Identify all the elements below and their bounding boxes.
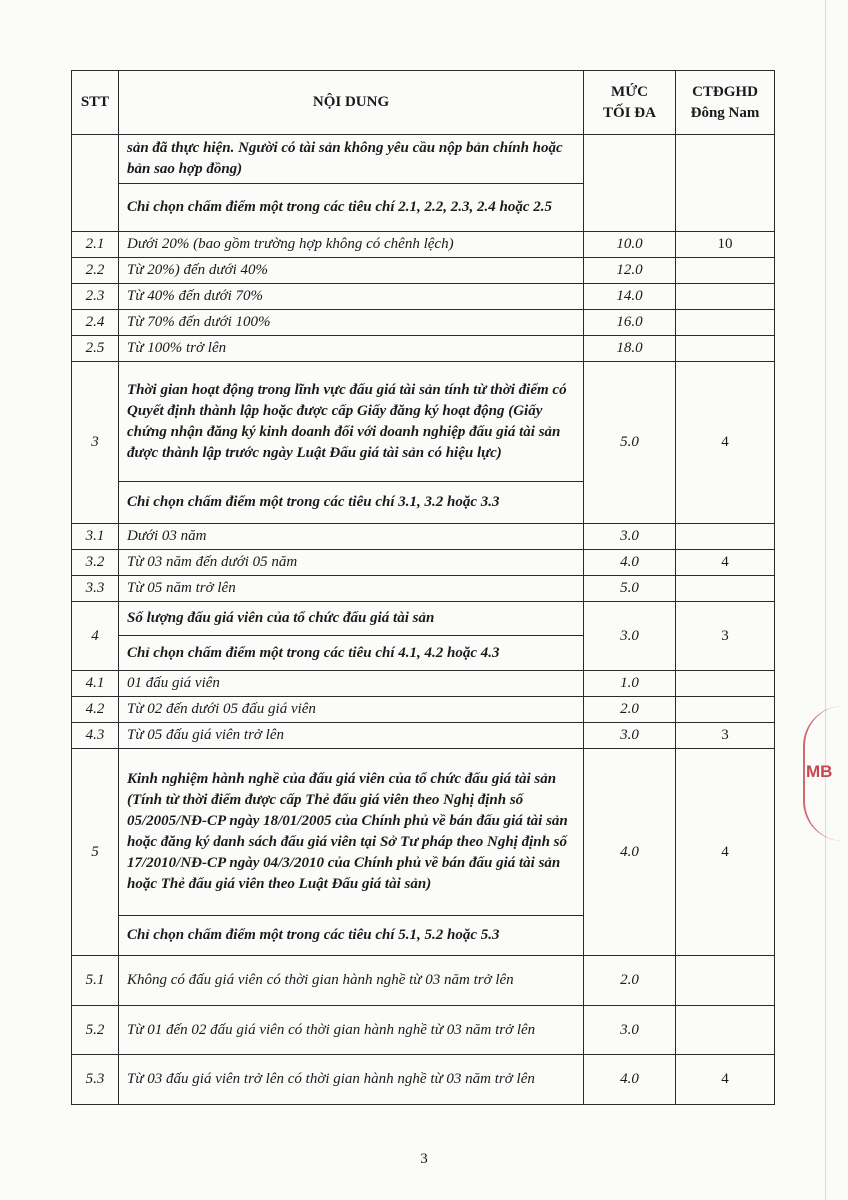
- max-cell: 5.0: [584, 362, 676, 524]
- stt-cell: 2.2: [72, 258, 119, 284]
- table-row: [72, 336, 775, 362]
- ct-cell: 3: [676, 602, 775, 671]
- stt-cell: 4.2: [72, 697, 119, 723]
- max-cell: 3.0: [584, 602, 676, 671]
- stt-cell: 2.1: [72, 232, 119, 258]
- ct-cell: 4: [676, 550, 775, 576]
- stt-cell: 5: [72, 749, 119, 956]
- content-cell: Kinh nghiệm hành nghề của đấu giá viên của tổ chức đấu giá tài sản (Tính từ thời điểm được cấp Thẻ đấu giá viên theo Nghị định số 05/2005/NĐ-CP ngày 18/01/2005 của Chính phủ về bán đấu giá tài sản hoặc đăng ký danh sách đấu giá viên tại Sở Tư pháp theo Nghị định số 17/2010/NĐ-CP ngày 04/3/2010 của Chính phủ về bán đấu giá tài sản hoặc Thẻ đấu giá viên theo Luật Đấu giá tài sản): [119, 749, 584, 916]
- table-row: [72, 258, 775, 284]
- max-cell: 12.0: [584, 258, 676, 284]
- stt-cell: 4.1: [72, 671, 119, 697]
- table-row: [72, 749, 775, 916]
- content-cell: Từ 05 đấu giá viên trở lên: [119, 723, 584, 749]
- content-note-cell: Chỉ chọn chấm điểm một trong các tiêu chí 5.1, 5.2 hoặc 5.3: [119, 916, 584, 956]
- ct-cell: [676, 310, 775, 336]
- max-cell: 4.0: [584, 749, 676, 956]
- ct-cell: [676, 524, 775, 550]
- ct-cell: 4: [676, 749, 775, 956]
- header-ct-line2: Đông Nam: [690, 104, 760, 121]
- ct-cell: [676, 135, 775, 232]
- table-row: [72, 135, 775, 184]
- content-cell: Từ 20%) đến dưới 40%: [119, 258, 584, 284]
- content-note-cell: Chỉ chọn chấm điểm một trong các tiêu chí 3.1, 3.2 hoặc 3.3: [119, 482, 584, 524]
- table-row: [72, 671, 775, 697]
- page-edge-line: [825, 0, 826, 1200]
- table-row: [72, 697, 775, 723]
- stt-cell: 2.5: [72, 336, 119, 362]
- table-row: [72, 723, 775, 749]
- stt-cell: 3.1: [72, 524, 119, 550]
- header-ct-line1: CTĐGHD: [692, 83, 758, 100]
- stamp-text: MB: [806, 762, 833, 781]
- max-cell: 2.0: [584, 697, 676, 723]
- ct-cell: 3: [676, 723, 775, 749]
- max-cell: 16.0: [584, 310, 676, 336]
- header-content: NỘI DUNG: [119, 71, 584, 135]
- stt-cell: 5.3: [72, 1055, 119, 1105]
- table-row: [72, 284, 775, 310]
- max-cell: [584, 135, 676, 232]
- content-cell: Dưới 03 năm: [119, 524, 584, 550]
- content-cell: Từ 03 năm đến dưới 05 năm: [119, 550, 584, 576]
- stt-cell: 3: [72, 362, 119, 524]
- header-ct: [676, 71, 775, 135]
- content-cell: Số lượng đấu giá viên của tổ chức đấu giá tài sản: [119, 602, 584, 636]
- stt-cell: 4: [72, 602, 119, 671]
- content-cell: 01 đấu giá viên: [119, 671, 584, 697]
- table-row: [72, 362, 775, 482]
- table-row: [72, 1006, 775, 1055]
- table-header-row: [72, 71, 775, 135]
- max-cell: 2.0: [584, 956, 676, 1006]
- max-cell: 4.0: [584, 550, 676, 576]
- page-number: 3: [420, 1151, 428, 1167]
- content-cell: Từ 70% đến dưới 100%: [119, 310, 584, 336]
- max-cell: 14.0: [584, 284, 676, 310]
- stt-cell: 5.2: [72, 1006, 119, 1055]
- content-cell: Từ 01 đến 02 đấu giá viên có thời gian hành nghề từ 03 năm trở lên: [119, 1006, 584, 1055]
- max-cell: 1.0: [584, 671, 676, 697]
- table-row: [72, 550, 775, 576]
- table-row: [72, 1055, 775, 1105]
- ct-cell: 4: [676, 362, 775, 524]
- content-cell: sản đã thực hiện. Người có tài sản không yêu cầu nộp bản chính hoặc bản sao hợp đồng): [119, 135, 584, 184]
- max-cell: 10.0: [584, 232, 676, 258]
- table-row: [72, 524, 775, 550]
- max-cell: 4.0: [584, 1055, 676, 1105]
- scoring-table: [71, 70, 775, 1105]
- ct-cell: [676, 671, 775, 697]
- ct-cell: [676, 697, 775, 723]
- max-cell: 5.0: [584, 576, 676, 602]
- content-cell: Thời gian hoạt động trong lĩnh vực đấu giá tài sản tính từ thời điểm có Quyết định thành lập hoặc được cấp Giấy đăng ký hoạt động (Giấy chứng nhận đăng ký kinh doanh đối với doanh nghiệp đấu giá tài sản được thành lập trước ngày Luật Đấu giá tài sản có hiệu lực): [119, 362, 584, 482]
- stt-cell: 3.2: [72, 550, 119, 576]
- header-stt: STT: [72, 71, 119, 135]
- ct-cell: [676, 258, 775, 284]
- table-row: [72, 232, 775, 258]
- max-cell: 3.0: [584, 1006, 676, 1055]
- table-row: [72, 602, 775, 636]
- content-cell: Từ 02 đến dưới 05 đấu giá viên: [119, 697, 584, 723]
- max-cell: 3.0: [584, 723, 676, 749]
- ct-cell: [676, 576, 775, 602]
- ct-cell: [676, 284, 775, 310]
- ct-cell: 10: [676, 232, 775, 258]
- header-max: [584, 71, 676, 135]
- ct-cell: [676, 1006, 775, 1055]
- stt-cell: 2.3: [72, 284, 119, 310]
- content-cell: Dưới 20% (bao gồm trường hợp không có chênh lệch): [119, 232, 584, 258]
- table-row: [72, 576, 775, 602]
- content-note-cell: Chỉ chọn chấm điểm một trong các tiêu chí 2.1, 2.2, 2.3, 2.4 hoặc 2.5: [119, 184, 584, 232]
- max-cell: 3.0: [584, 524, 676, 550]
- stt-cell: 2.4: [72, 310, 119, 336]
- content-note-cell: Chỉ chọn chấm điểm một trong các tiêu chí 4.1, 4.2 hoặc 4.3: [119, 636, 584, 671]
- stt-cell: 4.3: [72, 723, 119, 749]
- ct-cell: 4: [676, 1055, 775, 1105]
- ct-cell: [676, 956, 775, 1006]
- max-cell: 18.0: [584, 336, 676, 362]
- stt-cell: 5.1: [72, 956, 119, 1006]
- table-row: [72, 310, 775, 336]
- content-cell: Không có đấu giá viên có thời gian hành nghề từ 03 năm trở lên: [119, 956, 584, 1006]
- stt-cell: [72, 135, 119, 232]
- stt-cell: 3.3: [72, 576, 119, 602]
- content-cell: Từ 03 đấu giá viên trở lên có thời gian hành nghề từ 03 năm trở lên: [119, 1055, 584, 1105]
- content-cell: Từ 100% trở lên: [119, 336, 584, 362]
- content-cell: Từ 05 năm trở lên: [119, 576, 584, 602]
- ct-cell: [676, 336, 775, 362]
- table-row: [72, 956, 775, 1006]
- content-cell: Từ 40% đến dưới 70%: [119, 284, 584, 310]
- header-max-line2: TỐI ĐA: [603, 104, 656, 121]
- header-max-line1: MỨC: [611, 83, 648, 100]
